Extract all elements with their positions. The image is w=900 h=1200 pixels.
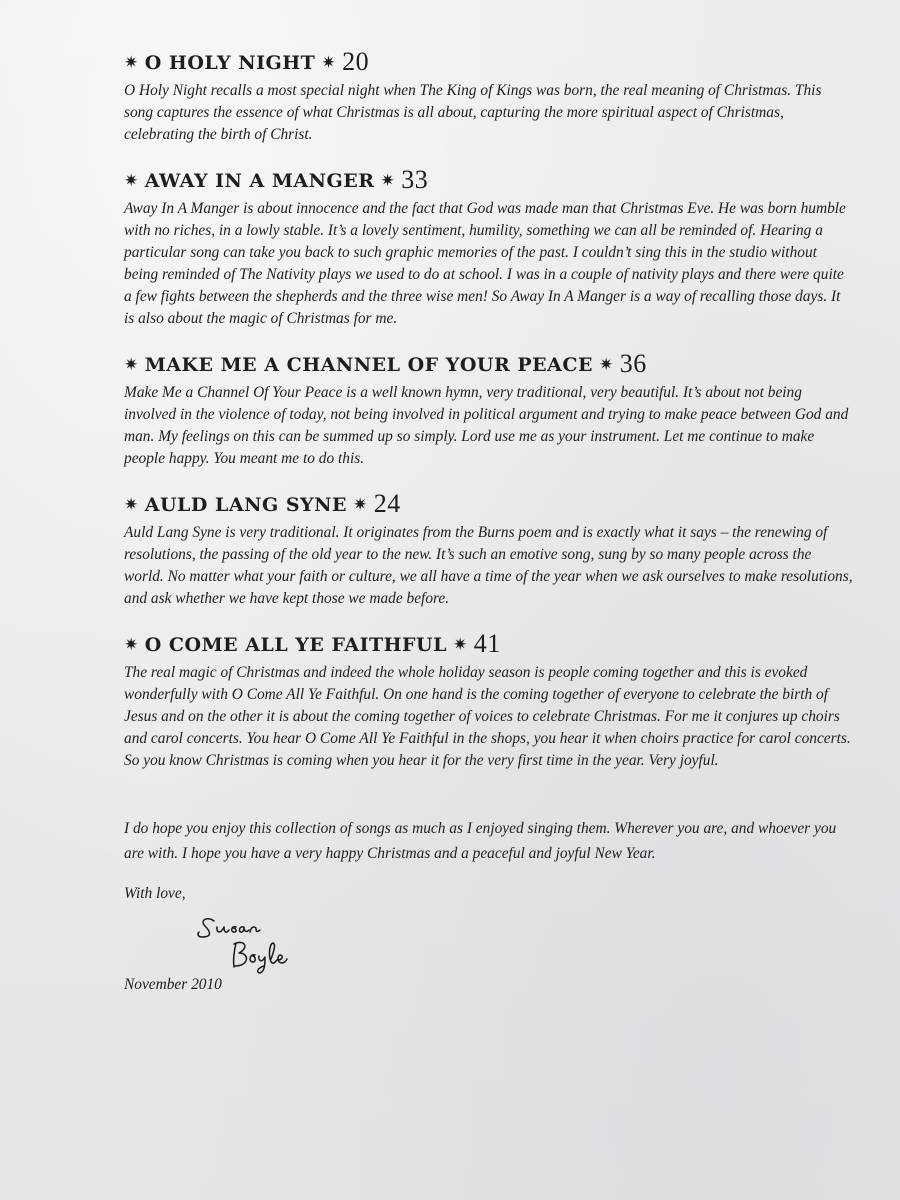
star-bullet-icon: ✷ — [124, 355, 139, 375]
signoff: With love, — [124, 885, 186, 902]
closing-paragraph: I do hope you enjoy this collection of songs as much as I enjoyed singing them. Wherever you are, and whoever you are with. I hope you have a very happy Christmas and a peaceful and joyful New Year. — [124, 820, 837, 862]
song-section — [124, 486, 854, 610]
handwritten-signature-icon — [194, 911, 294, 975]
song-section — [124, 626, 854, 772]
song-section — [124, 44, 854, 146]
song-page-number: 41 — [473, 629, 501, 658]
star-bullet-icon: ✷ — [124, 495, 139, 515]
star-bullet-icon: ✷ — [452, 635, 468, 655]
song-title: AULD LANG SYNE — [144, 494, 347, 516]
song-header — [124, 626, 854, 662]
star-bullet-icon: ✷ — [124, 635, 139, 655]
song-header — [124, 162, 854, 198]
song-header — [124, 44, 854, 80]
letter-date: November 2010 — [124, 976, 222, 993]
song-description: Away In A Manger is about innocence and the fact that God was made man that Christmas Eve. He was born humble with no riches, in a lowly stable. It’s a lovely sentiment, humility, something we can all be reminded of. Hearing a particular song can take you back to such graphic memories of the past. I couldn’t sing this in the studio without being reminded of The Nativity plays we used to do at school. I was in a couple of nativity plays and there were quite a few fights between the shepherds and the three wise men! So Away In A Manger is a way of recalling those days. It is also about the magic of Christmas for me. — [124, 200, 846, 327]
song-page-number: 33 — [401, 165, 429, 194]
song-section — [124, 346, 854, 470]
star-bullet-icon: ✷ — [380, 171, 396, 191]
star-bullet-icon: ✷ — [352, 495, 368, 515]
song-description: Auld Lang Syne is very traditional. It originates from the Burns poem and is exactly what it says – the renewing of resolutions, the passing of the old year to the new. It’s such an emotive song, sung by so many people across the world. No matter what your faith or culture, we all have a time of the year when we ask ourselves to make resolutions, and ask whether we have kept those we made before. — [124, 524, 853, 607]
signature — [194, 911, 294, 975]
song-title: O HOLY NIGHT — [144, 52, 316, 74]
song-title: AWAY IN A MANGER — [144, 170, 375, 192]
song-description: The real magic of Christmas and indeed the whole holiday season is people coming together and this is evoked wonderfully with O Come All Ye Faithful. On one hand is the coming together of everyone to celebrate the birth of Jesus and on the other it is about the coming together of voices to celebrate Christmas. For me it conjures up choirs and carol concerts. You hear O Come All Ye Faithful in the shops, you hear it when choirs practice for carol concerts. So you know Christmas is coming when you hear it for the very first time in the year. Very joyful. — [124, 664, 851, 769]
star-bullet-icon: ✷ — [124, 53, 139, 73]
song-page-number: 24 — [373, 489, 401, 518]
star-bullet-icon: ✷ — [124, 171, 139, 191]
song-page-number: 20 — [342, 47, 370, 76]
song-description: O Holy Night recalls a most special night when The King of Kings was born, the real meaning of Christmas. This song captures the essence of what Christmas is all about, capturing the more spiritual aspect of Christmas, celebrating the birth of Christ. — [124, 82, 822, 143]
song-title: MAKE ME A CHANNEL OF YOUR PEACE — [144, 354, 593, 376]
star-bullet-icon: ✷ — [321, 53, 337, 73]
star-bullet-icon: ✷ — [598, 355, 614, 375]
letter-content — [124, 44, 854, 996]
song-description: Make Me a Channel Of Your Peace is a well known hymn, very traditional, very beautiful. It’s about not being involved in the violence of today, not being involved in political argument and trying to make peace between God and man. My feelings on this can be summed up so simply. Lord use me as your instrument. Let me continue to make people happy. You meant me to do this. — [124, 384, 849, 467]
song-header — [124, 486, 854, 522]
song-header — [124, 346, 854, 382]
song-title: O COME ALL YE FAITHFUL — [144, 634, 447, 656]
song-page-number: 36 — [619, 349, 647, 378]
song-section — [124, 162, 854, 330]
